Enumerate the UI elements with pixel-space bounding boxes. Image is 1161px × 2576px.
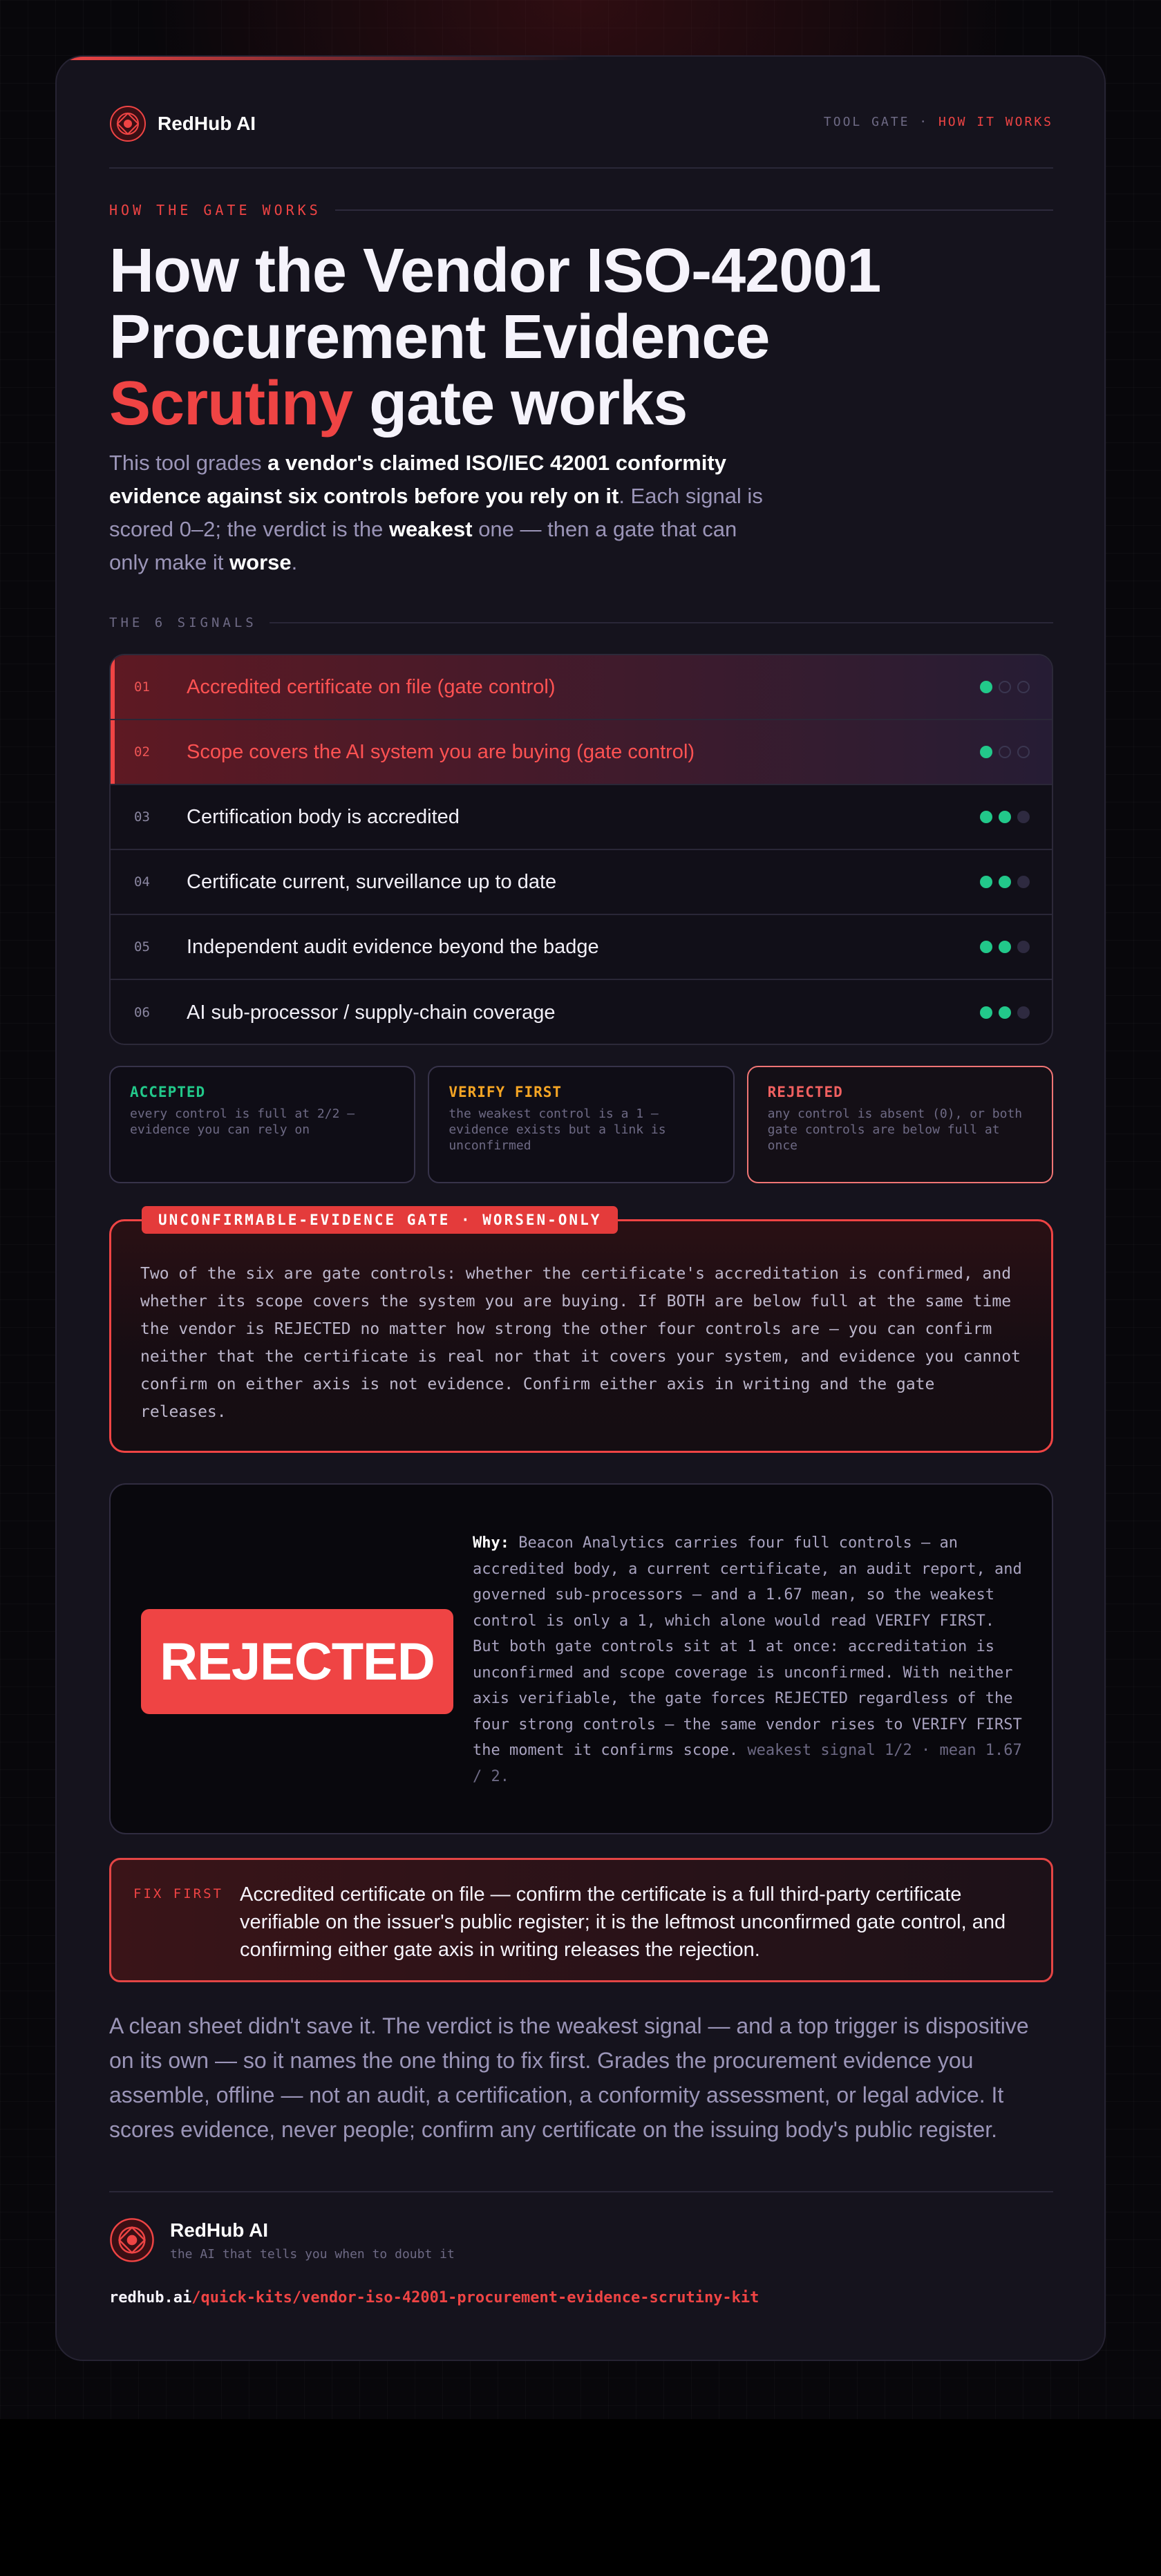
score-dot-filled <box>980 1006 992 1019</box>
why-label: Why: <box>473 1534 509 1552</box>
nav-separator: · <box>909 115 938 129</box>
verdict-accepted-text: every control is full at 2/2 — evidence you can rely on <box>130 1107 355 1137</box>
verdict-rejected-text: any control is absent (0), or both gate controls are below full at once <box>767 1107 1023 1153</box>
score-dot-empty <box>1017 941 1030 953</box>
lede-text-3: one — then a gate that can only make it <box>109 517 737 574</box>
signal-number: 05 <box>134 939 150 955</box>
signal-score-dots <box>980 876 1052 888</box>
signal-label: Accredited certificate on file (gate control) <box>187 675 556 698</box>
signal-score-dots <box>980 941 1052 953</box>
lede-text-1: This tool grades <box>109 451 268 475</box>
gate-tag: UNCONFIRMABLE-EVIDENCE GATE · WORSEN-ONLY <box>142 1206 618 1234</box>
footer-tagline: the AI that tells you when to doubt it <box>170 2246 455 2262</box>
why-text: Beacon Analytics carries four full controls — an accredited body, a current certificate, an audit report, and governed sub-processors — and a 1.67 mean, so the weakest control is only a 1, which alone would read VERIFY FIRST. But both gate controls sit at 1 at once: accreditation is unconfirmed and scope coverage is unconfirmed. With neither axis verifiable, the gate forces REJECTED regardless of the four strong controls — the same vendor rises to VERIFY FIRST the moment it confirms scope. <box>473 1534 1022 1759</box>
score-dot-empty <box>1017 681 1030 693</box>
score-dot-filled <box>999 811 1011 823</box>
lede-bold-2: weakest <box>388 517 473 541</box>
brand-name: RedHub AI <box>158 113 256 134</box>
verdict-rejected <box>747 1066 1053 1183</box>
score-dot-filled <box>980 941 992 953</box>
summary-paragraph: A clean sheet didn't save it. The verdict is the weakest signal — and a top trigger is dispositive on its own — so it names the one thing to fix first. Grades the procurement evidence you assemble, offline — not an audit, a certification, a conformity assessment, or legal advice. It scores evidence, never people; confirm any certificate on the issuing body's public register. <box>109 2013 1029 2142</box>
title-line-2: Procurement Evidence <box>109 303 770 372</box>
signals-list <box>109 654 1053 1045</box>
gate-explainer <box>109 1212 1053 1453</box>
fix-first-tag: FIX FIRST <box>133 1886 223 1901</box>
logo-icon <box>109 105 147 142</box>
header-divider <box>109 167 1053 169</box>
fix-first-text: Accredited certificate on file — confirm the certificate is a full third-party certificate verifiable on the issuer's public register; it is the leftmost unconfirmed gate control, and confirming either gate axis in writing releases the rejection. <box>240 1883 1006 1961</box>
signal-score-dots <box>980 1006 1052 1019</box>
signal-row <box>111 720 1052 785</box>
header <box>109 105 1053 145</box>
score-dot-filled <box>980 746 992 758</box>
score-dot-empty <box>1017 1006 1030 1019</box>
score-dot-filled <box>980 681 992 693</box>
kit-url-link[interactable] <box>109 2289 759 2306</box>
card-accent-line <box>57 57 582 60</box>
verdict-legend <box>109 1066 1053 1183</box>
intro-paragraph <box>109 446 773 579</box>
eyebrow-label: HOW THE GATE WORKS <box>109 202 321 218</box>
signal-score-dots <box>980 681 1052 693</box>
signal-label: Scope covers the AI system you are buying (gate control) <box>187 740 695 763</box>
score-dot-filled <box>999 1006 1011 1019</box>
score-dot-filled <box>980 811 992 823</box>
title-highlight: Scrutiny <box>109 369 353 438</box>
signal-number: 01 <box>134 679 150 695</box>
footer-brand <box>109 2217 455 2263</box>
nav-tool-gate[interactable]: TOOL GATE <box>823 115 910 129</box>
signal-label: Independent audit evidence beyond the badge <box>187 935 599 958</box>
top-nav <box>824 115 1053 129</box>
page-bottom <box>0 2419 1161 2576</box>
page-title <box>109 238 1053 437</box>
score-dot-filled <box>999 876 1011 888</box>
signal-label: Certification body is accredited <box>187 805 460 828</box>
nav-how-it-works[interactable]: HOW IT WORKS <box>938 115 1053 129</box>
score-dot-filled <box>980 876 992 888</box>
verdict-rejected-title: REJECTED <box>767 1084 843 1100</box>
signal-label: Certificate current, surveillance up to date <box>187 870 557 893</box>
signals-heading-rule <box>270 622 1053 623</box>
score-dot-empty <box>999 681 1011 693</box>
url-host: redhub.ai <box>109 2289 192 2306</box>
signal-number: 02 <box>134 744 150 760</box>
verdict-verify-title: VERIFY FIRST <box>449 1084 563 1100</box>
verdict-explanation <box>473 1530 1026 1789</box>
score-dot-empty <box>1017 746 1030 758</box>
signal-score-dots <box>980 811 1052 823</box>
signal-score-dots <box>980 746 1052 758</box>
result-panel <box>109 1483 1053 1834</box>
footer-brand-name: RedHub AI <box>170 2219 269 2241</box>
verdict-stamp: REJECTED <box>141 1609 453 1714</box>
lede-text-4: . <box>291 550 298 574</box>
signal-label: AI sub-processor / supply-chain coverage <box>187 1001 556 1024</box>
eyebrow <box>109 202 1053 218</box>
signals-heading <box>109 615 1053 630</box>
gate-body: Two of the six are gate controls: whether the certificate's accreditation is confirmed, and whether its scope covers the system you are buying. If BOTH are below full at the same time the vendor is REJECTED no matter how strong the other four controls are — you can confirm neither that the certificate is real nor that it covers your system, and evidence you cannot confirm on either axis is not evidence. Confirm either axis in writing and the gate releases. <box>140 1265 1021 1421</box>
score-dot-empty <box>999 746 1011 758</box>
footer-logo-icon <box>109 2217 155 2263</box>
verdict-accepted <box>109 1066 415 1183</box>
signals-heading-label: THE 6 SIGNALS <box>109 615 257 630</box>
main-card <box>55 55 1106 2361</box>
title-line-3: gate works <box>352 369 688 438</box>
lede-bold-3: worse <box>229 550 292 574</box>
lede-bold-1: a vendor's claimed ISO/IEC 42001 conformity evidence against six controls before you rely on it <box>109 451 726 508</box>
eyebrow-rule <box>335 209 1053 211</box>
verdict-accepted-title: ACCEPTED <box>130 1084 206 1100</box>
fix-first-box <box>109 1858 1053 1982</box>
score-dot-empty <box>1017 876 1030 888</box>
lede-text-2: . Each signal is scored 0–2; the verdict is the <box>109 484 763 541</box>
verdict-verify-first <box>428 1066 734 1183</box>
verdict-verify-text: the weakest control is a 1 — evidence exists but a link is unconfirmed <box>449 1107 666 1153</box>
signal-row <box>111 655 1052 720</box>
brand[interactable] <box>109 105 256 142</box>
signal-row <box>111 850 1052 915</box>
signal-row <box>111 980 1052 1045</box>
score-stats: weakest signal 1/2 · mean 1.67 / 2. <box>473 1742 1022 1785</box>
signal-row <box>111 915 1052 980</box>
score-dot-empty <box>1017 811 1030 823</box>
footer-divider <box>109 2191 1053 2192</box>
url-path: /quick-kits/vendor-iso-42001-procurement-evidence-scrutiny-kit <box>191 2289 759 2306</box>
score-dot-filled <box>999 941 1011 953</box>
signal-number: 03 <box>134 809 150 825</box>
signal-number: 06 <box>134 1005 150 1020</box>
signal-number: 04 <box>134 874 150 890</box>
title-line-1: How the Vendor ISO-42001 <box>109 236 881 305</box>
signal-row <box>111 785 1052 850</box>
